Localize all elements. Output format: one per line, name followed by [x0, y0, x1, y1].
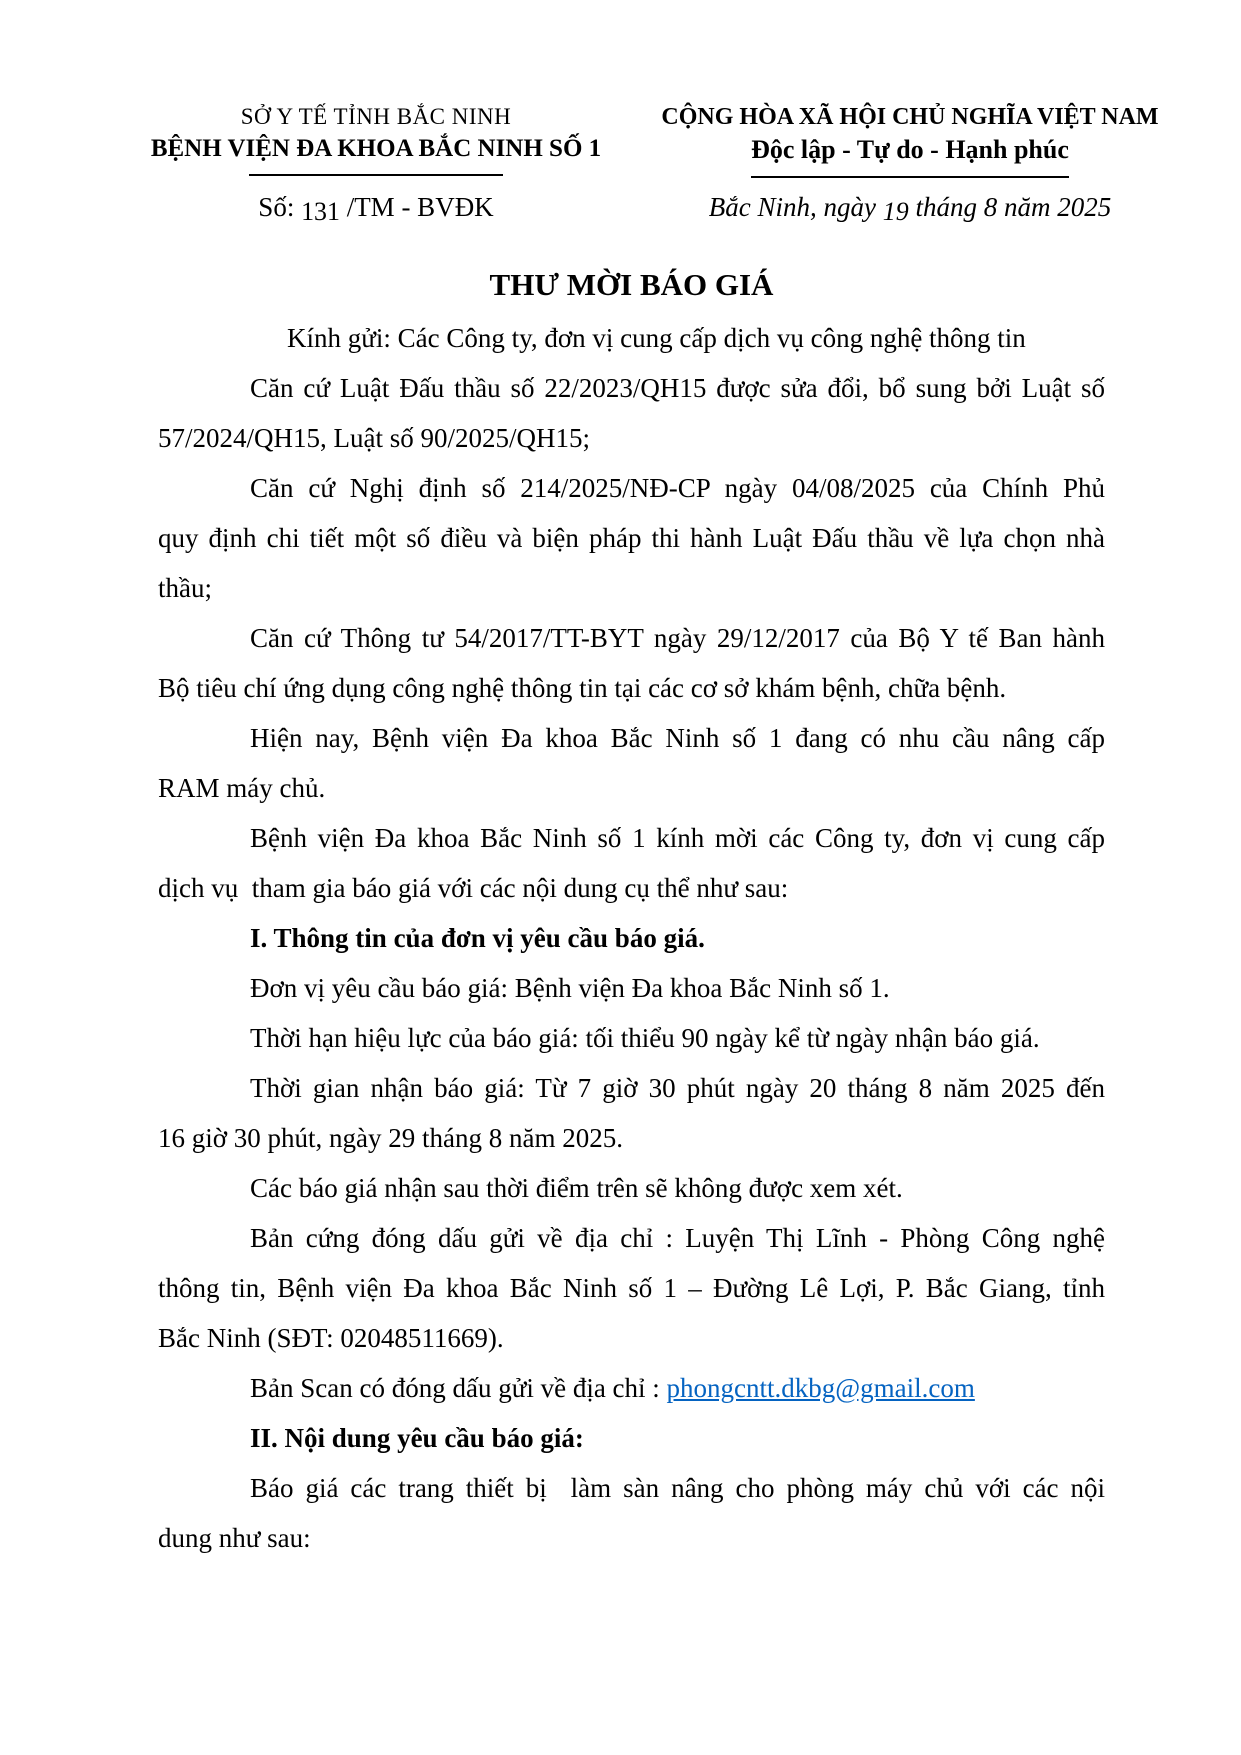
salutation-line: Kính gửi: Các Công ty, đơn vị cung cấp dịch vụ công nghệ thông tin: [287, 323, 1026, 353]
date-suffix: tháng 8 năm 2025: [908, 192, 1112, 222]
org-divider: [249, 174, 503, 176]
section-heading-1: I. Thông tin của đơn vị yêu cầu báo giá.: [250, 923, 705, 953]
parent-org-name: SỞ Y TẾ TỈNH BẮC NINH: [240, 104, 512, 129]
document-body: [158, 313, 1105, 1563]
body-line: Bản cứng đóng dấu gửi về địa chỉ : Luyện Thị Lĩnh - Phòng Công nghệ: [250, 1223, 1105, 1253]
doc-number-suffix: /TM - BVĐK: [339, 192, 494, 222]
national-motto: Độc lập - Tự do - Hạnh phúc: [751, 135, 1069, 164]
body-line: Thời gian nhận báo giá: Từ 7 giờ 30 phút ngày 20 tháng 8 năm 2025 đến: [250, 1073, 1105, 1103]
body-line: Bộ tiêu chí ứng dụng công nghệ thông tin tại các cơ sở khám bệnh, chữa bệnh.: [158, 673, 1007, 703]
issuing-org-block: [126, 102, 626, 226]
document-header: [0, 0, 1241, 226]
place-date-line: [645, 192, 1175, 226]
date-prefix: Bắc Ninh, ngày: [708, 192, 883, 222]
body-line: dịch vụ tham gia báo giá với các nội dung cụ thể như sau:: [158, 873, 789, 903]
doc-number-label: Số:: [258, 192, 302, 222]
body-line: thông tin, Bệnh viện Đa khoa Bắc Ninh số 1 – Đường Lê Lợi, P. Bắc Giang, tỉnh: [158, 1273, 1105, 1303]
body-line: Căn cứ Luật Đấu thầu số 22/2023/QH15 được sửa đổi, bổ sung bởi Luật số: [250, 373, 1105, 403]
body-line: quy định chi tiết một số điều và biện pháp thi hành Luật Đấu thầu về lựa chọn nhà: [158, 523, 1105, 553]
national-title: CỘNG HÒA XÃ HỘI CHỦ NGHĨA VIỆT NAM: [661, 104, 1159, 130]
email-line: [158, 1363, 1105, 1413]
body-line: Căn cứ Nghị định số 214/2025/NĐ-CP ngày 04/08/2025 của Chính Phủ: [250, 473, 1105, 503]
date-day: 19: [882, 197, 909, 226]
motto-divider: [751, 176, 1069, 178]
body-line: RAM máy chủ.: [158, 773, 326, 803]
body-line: Các báo giá nhận sau thời điểm trên sẽ không được xem xét.: [250, 1173, 903, 1203]
body-line: dung như sau:: [158, 1523, 311, 1553]
body-line: Bệnh viện Đa khoa Bắc Ninh số 1 kính mời các Công ty, đơn vị cung cấp: [250, 823, 1105, 853]
section-heading-2: II. Nội dung yêu cầu báo giá:: [250, 1423, 584, 1453]
doc-number-value: 131: [301, 197, 340, 226]
body-line: Báo giá các trang thiết bị làm sàn nâng cho phòng máy chủ với các nội: [250, 1473, 1105, 1503]
body-line: Đơn vị yêu cầu báo giá: Bệnh viện Đa khoa Bắc Ninh số 1.: [250, 973, 890, 1003]
email-line-prefix: Bản Scan có đóng dấu gửi về địa chỉ :: [250, 1373, 667, 1403]
body-line: Bắc Ninh (SĐT: 02048511669).: [158, 1323, 504, 1353]
body-line: Thời hạn hiệu lực của báo giá: tối thiểu 90 ngày kể từ ngày nhận báo giá.: [250, 1023, 1040, 1053]
body-line: Hiện nay, Bệnh viện Đa khoa Bắc Ninh số 1 đang có nhu cầu nâng cấp: [250, 723, 1105, 753]
body-line: thầu;: [158, 573, 212, 603]
body-line: 57/2024/QH15, Luật số 90/2025/QH15;: [158, 423, 590, 453]
national-header-block: [645, 102, 1175, 226]
email-link[interactable]: phongcntt.dkbg@gmail.com: [666, 1373, 975, 1403]
org-name: BỆNH VIỆN ĐA KHOA BẮC NINH SỐ 1: [150, 135, 602, 162]
body-line: 16 giờ 30 phút, ngày 29 tháng 8 năm 2025.: [158, 1123, 623, 1153]
body-line: Căn cứ Thông tư 54/2017/TT-BYT ngày 29/12/2017 của Bộ Y tế Ban hành: [250, 623, 1105, 653]
document-title: THƯ MỜI BÁO GIÁ: [489, 267, 774, 302]
doc-number-line: [126, 192, 626, 226]
